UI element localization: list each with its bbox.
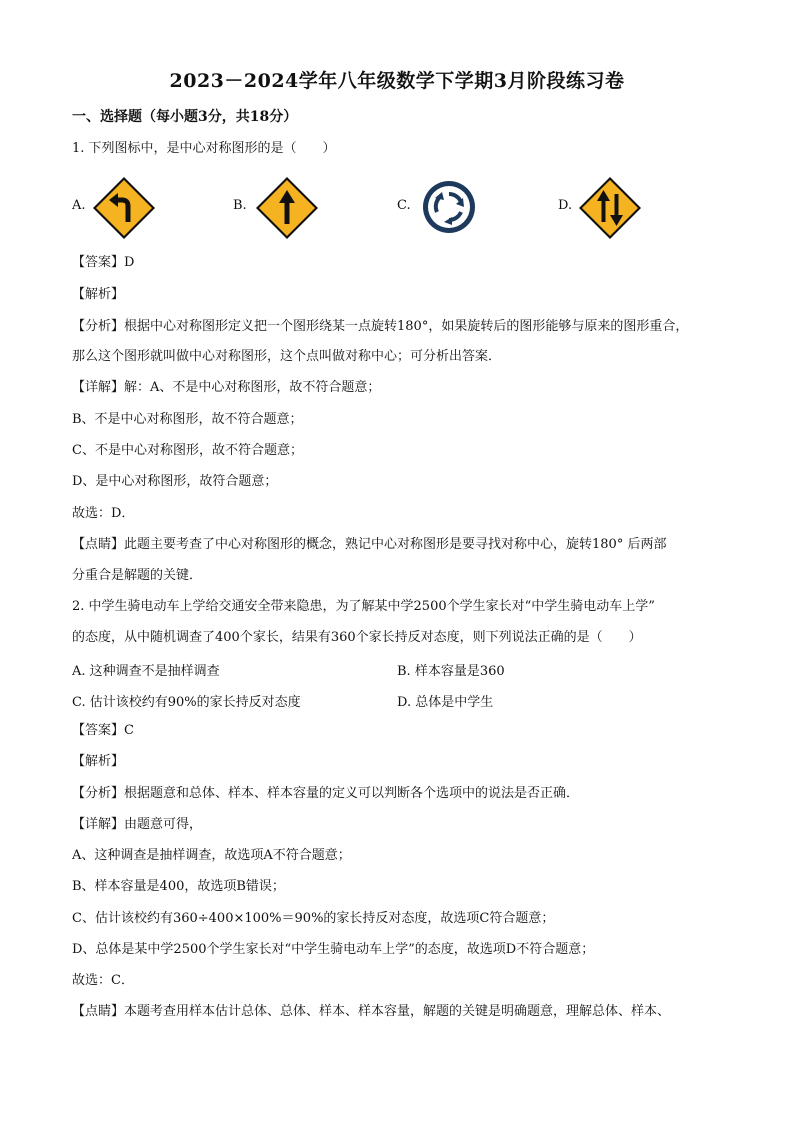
q1-option-a-label: A. bbox=[72, 198, 86, 213]
q1-option-c-label: C. bbox=[397, 198, 411, 213]
q1-analysis-heading: 【解析】 bbox=[72, 287, 125, 302]
q1-choice: 故选：D． bbox=[72, 506, 135, 521]
q2-option-a: A. 这种调查不是抽样调查 bbox=[72, 664, 220, 679]
section-heading: 一、选择题（每小题3分，共18分） bbox=[72, 109, 298, 125]
q2-analysis-heading: 【解析】 bbox=[72, 754, 125, 769]
q1-stem: 1. 下列图标中，是中心对称图形的是（ ） bbox=[72, 141, 336, 156]
q2-option-c: C. 估计该校约有90%的家长持反对态度 bbox=[72, 695, 301, 710]
page-title: 2023－2024学年八年级数学下学期3月阶段练习卷 bbox=[169, 70, 625, 92]
straight-up-arrow-sign-icon bbox=[255, 176, 319, 240]
q1-comment-line1: 【点睛】此题主要考查了中心对称图形的概念，熟记中心对称图形是要寻找对称中心，旋转180° 后两部 bbox=[72, 537, 667, 552]
q2-answer: 【答案】C bbox=[72, 723, 134, 738]
q1-detail-line3: C、不是中心对称图形，故不符合题意； bbox=[72, 443, 303, 458]
roundabout-sign-icon bbox=[422, 180, 476, 234]
q1-detail-line4: D、是中心对称图形，故符合题意； bbox=[72, 474, 278, 489]
q2-stem-line1: 2. 中学生骑电动车上学给交通安全带来隐患，为了解某中学2500个学生家长对“中学生骑电动车上学” bbox=[72, 599, 655, 614]
q1-detail-line1: 【详解】解：A、不是中心对称图形，故不符合题意； bbox=[72, 380, 381, 395]
q2-option-b: B. 样本容量是360 bbox=[397, 664, 505, 679]
q1-comment-line2: 分重合是解题的关键． bbox=[72, 568, 203, 583]
turn-left-arrow-sign-icon bbox=[92, 176, 156, 240]
q2-detail-line2: B、样本容量是400，故选项B错误； bbox=[72, 879, 285, 894]
q2-comment-line1: 【点睛】本题考查用样本估计总体、总体、样本、样本容量，解题的关键是明确题意，理解总体、样本、 bbox=[72, 1004, 671, 1019]
two-way-arrows-sign-icon bbox=[578, 176, 642, 240]
q2-detail-line3: C、估计该校约有360÷400×100%＝90%的家长持反对态度，故选项C符合题意； bbox=[72, 911, 555, 926]
q2-detail-line4: D、总体是某中学2500个学生家长对“中学生骑电动车上学”的态度，故选项D不符合题意； bbox=[72, 942, 595, 957]
q2-option-d: D. 总体是中学生 bbox=[397, 695, 494, 710]
q1-detail-line2: B、不是中心对称图形，故不符合题意； bbox=[72, 412, 303, 427]
q2-detail-line1: A、这种调查是抽样调查，故选项A不符合题意； bbox=[72, 848, 351, 863]
q1-analysis-line2: 那么这个图形就叫做中心对称图形，这个点叫做对称中心；可分析出答案． bbox=[72, 349, 502, 364]
q1-option-b-label: B. bbox=[233, 198, 247, 213]
q2-stem-line2: 的态度，从中随机调查了400个家长，结果有360个家长持反对态度，则下列说法正确的是（ ） bbox=[72, 630, 642, 645]
q2-choice: 故选：C． bbox=[72, 973, 134, 988]
q2-analysis-line: 【分析】根据题意和总体、样本、样本容量的定义可以判断各个选项中的说法是否正确． bbox=[72, 786, 580, 801]
q1-answer: 【答案】D bbox=[72, 255, 135, 270]
q1-option-d-label: D. bbox=[558, 198, 573, 213]
q2-detail-intro: 【详解】由题意可得， bbox=[72, 817, 203, 832]
q1-analysis-line1: 【分析】根据中心对称图形定义把一个图形绕某一点旋转180°，如果旋转后的图形能够与原来的图形重合， bbox=[72, 319, 689, 334]
